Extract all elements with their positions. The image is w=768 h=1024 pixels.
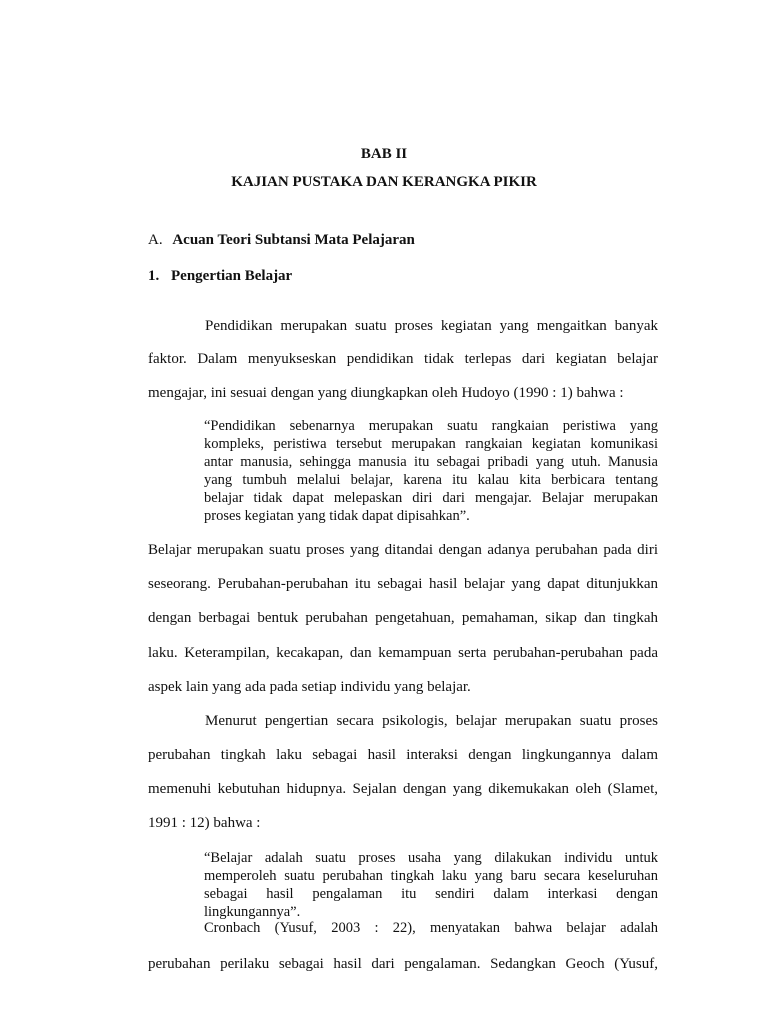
paragraph-line: laku. Keterampilan, kecakapan, dan kemampuan serta perubahan-perubahan pada xyxy=(148,645,658,661)
paragraph-line: 1991 : 12) bahwa : xyxy=(148,815,261,831)
paragraph-line: Belajar merupakan suatu proses yang ditandai dengan adanya perubahan pada diri xyxy=(148,542,658,558)
quote-line: Cronbach (Yusuf, 2003 : 22), menyatakan bahwa belajar adalah xyxy=(204,920,658,936)
subsection-1-heading xyxy=(148,268,292,285)
chapter-title: KAJIAN PUSTAKA DAN KERANGKA PIKIR xyxy=(231,174,537,190)
paragraph-line: dengan berbagai bentuk perubahan pengetahuan, pemahaman, sikap dan tingkah xyxy=(148,610,658,626)
quote-line: memperoleh suatu perubahan tingkah laku yang baru secara keseluruhan xyxy=(204,868,658,884)
paragraph-line: memenuhi kebutuhan hidupnya. Sejalan dengan yang dikemukakan oleh (Slamet, xyxy=(148,781,658,797)
paragraph-line: aspek lain yang ada pada setiap individu yang belajar. xyxy=(148,679,471,695)
quote-line: yang tumbuh melalui belajar, karena itu kalau kita berbicara tentang xyxy=(204,472,658,488)
quote-line: lingkungannya”. xyxy=(204,904,301,920)
paragraph-line: faktor. Dalam menyukseskan pendidikan tidak terlepas dari kegiatan belajar xyxy=(148,351,658,367)
section-title: Acuan Teori Subtansi Mata Pelajaran xyxy=(172,232,415,248)
subsection-title: Pengertian Belajar xyxy=(171,268,293,284)
paragraph-line: perubahan perilaku sebagai hasil dari pengalaman. Sedangkan Geoch (Yusuf, xyxy=(148,956,658,972)
paragraph-line: mengajar, ini sesuai dengan yang diungkapkan oleh Hudoyo (1990 : 1) bahwa : xyxy=(148,385,624,401)
section-a-heading xyxy=(148,232,415,249)
quote-line: kompleks, peristiwa tersebut merupakan rangkaian kegiatan komunikasi xyxy=(204,436,658,452)
paragraph-line: Menurut pengertian secara psikologis, belajar merupakan suatu proses xyxy=(205,713,658,729)
paragraph-line: Pendidikan merupakan suatu proses kegiatan yang mengaitkan banyak xyxy=(205,318,658,334)
quote-line: “Belajar adalah suatu proses usaha yang dilakukan individu untuk xyxy=(204,850,658,866)
quote-line: belajar tidak dapat melepaskan diri dari mengajar. Belajar merupakan xyxy=(204,490,658,506)
paragraph-line: seseorang. Perubahan-perubahan itu sebagai hasil belajar yang dapat ditunjukkan xyxy=(148,576,658,592)
quote-line: sebagai hasil pengalaman itu sendiri dalam interkasi dengan xyxy=(204,886,658,902)
quote-line: proses kegiatan yang tidak dapat dipisahkan”. xyxy=(204,508,470,524)
section-letter: A. xyxy=(148,232,163,248)
quote-line: antar manusia, sehingga manusia itu sebagai pribadi yang utuh. Manusia xyxy=(204,454,658,470)
chapter-label: BAB II xyxy=(360,146,408,162)
subsection-number: 1. xyxy=(148,268,160,284)
paragraph-line: perubahan tingkah laku sebagai hasil interaksi dengan lingkungannya dalam xyxy=(148,747,658,763)
quote-line: “Pendidikan sebenarnya merupakan suatu rangkaian peristiwa yang xyxy=(204,418,658,434)
